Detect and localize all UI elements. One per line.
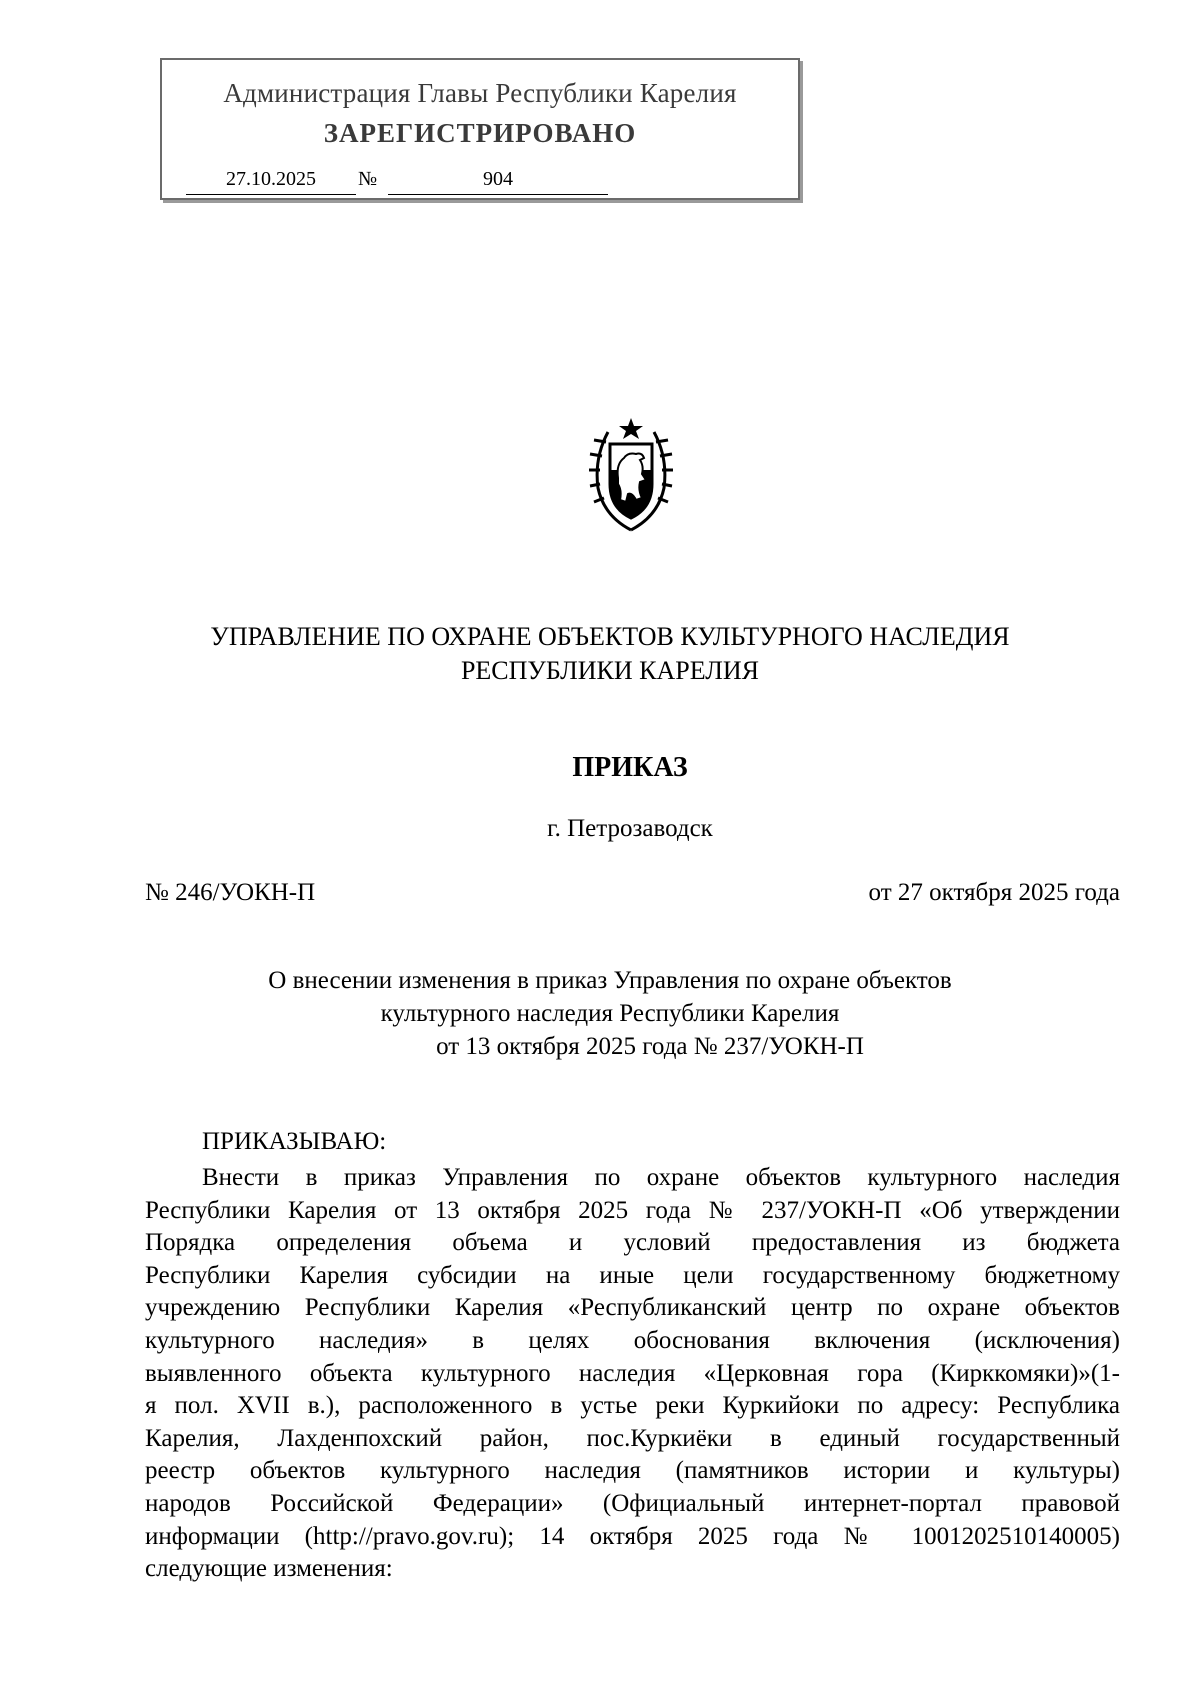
body-line: Внести в приказ Управления по охране объектов культурного наследия [202, 1164, 1120, 1191]
order-subject-line: культурного наследия Республики Карелия [380, 1000, 840, 1027]
stamp-number-sign: № [358, 168, 378, 190]
body-line: Республики Карелия от 13 октября 2025 года № 237/УОКН-П «Об утверждении [145, 1196, 1120, 1224]
directive-heading: ПРИКАЗЫВАЮ: [202, 1128, 387, 1155]
stamp-number: 904 [388, 168, 608, 195]
body-line: следующие изменения: [145, 1555, 393, 1583]
stamp-registered-label: ЗАРЕГИСТРИРОВАНО [323, 118, 637, 148]
body-line: Республики Карелия субсидии на иные цели государственному бюджетному [145, 1261, 1120, 1289]
organization-name-line1: УПРАВЛЕНИЕ ПО ОХРАНЕ ОБЪЕКТОВ КУЛЬТУРНОГО НАСЛЕДИЯ [210, 622, 1010, 651]
body-line: Карелия, Лахденпохский район, пос.Куркиёки в единый государственный [145, 1424, 1120, 1452]
karelia-coat-of-arms-icon [588, 418, 674, 534]
order-subject-line: от 13 октября 2025 года № 237/УОКН-П [436, 1033, 864, 1060]
document-city: г. Петрозаводск [547, 815, 713, 842]
organization-name-line2: РЕСПУБЛИКИ КАРЕЛИЯ [460, 656, 760, 685]
body-line: Порядка определения объема и условий предоставления из бюджета [145, 1229, 1120, 1257]
body-line: реестр объектов культурного наследия (памятников истории и культуры) [145, 1457, 1120, 1485]
document-type: ПРИКАЗ [572, 752, 688, 783]
stamp-date: 27.10.2025 [186, 168, 356, 195]
order-date: от 27 октября 2025 года [868, 879, 1120, 906]
body-line: народов Российской Федерации» (Официальный интернет-портал правовой [145, 1489, 1120, 1517]
body-line: выявленного объекта культурного наследия «Церковная гора (Кирккомяки)»(1- [145, 1359, 1120, 1387]
order-subject-line: О внесении изменения в приказ Управления по охране объектов [268, 967, 952, 994]
registration-stamp [160, 58, 800, 200]
stamp-authority: Администрация Главы Республики Карелия [223, 78, 737, 108]
order-subject [140, 964, 1120, 1063]
order-number: № 246/УОКН-П [145, 879, 316, 906]
order-body [145, 1162, 1120, 1586]
body-line: культурного наследия» в целях обоснования включения (исключения) [145, 1326, 1120, 1354]
body-line: информации (http://pravo.gov.ru); 14 октября 2025 года № 1001202510140005) [145, 1522, 1120, 1550]
body-line: учреждению Республики Карелия «Республиканский центр по охране объектов [145, 1294, 1120, 1322]
organization-name [130, 620, 1090, 688]
body-line: я пол. XVII в.), расположенного в устье реки Куркийоки по адресу: Республика [145, 1392, 1120, 1420]
